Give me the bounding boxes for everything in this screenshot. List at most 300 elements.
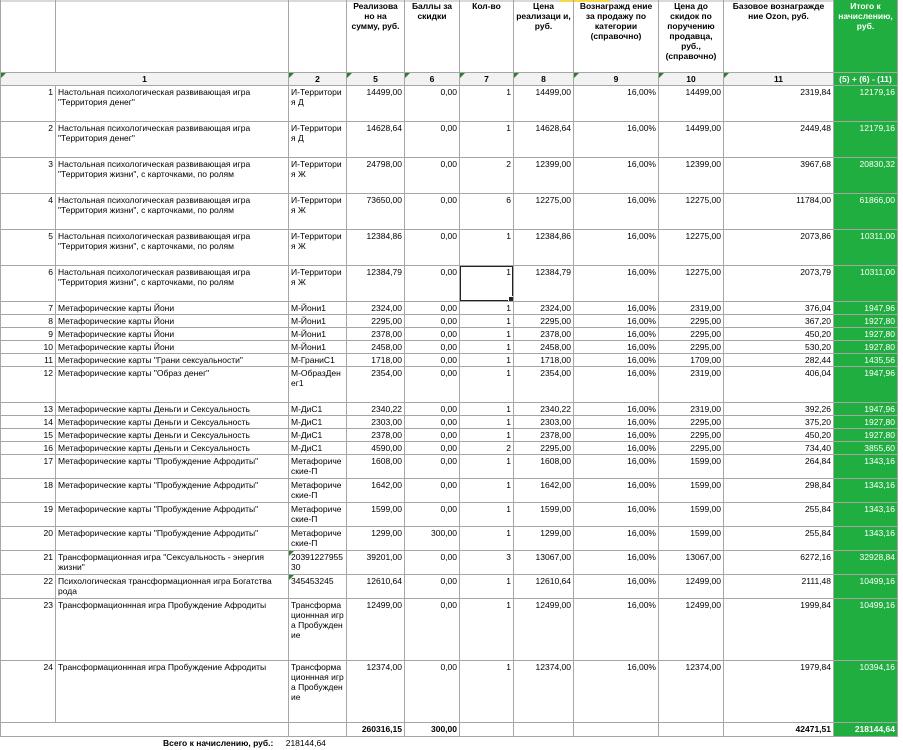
row-total[interactable]: 1343,16 [834,478,898,502]
row-base[interactable]: 375,20 [724,415,834,428]
row-base[interactable]: 6272,16 [724,550,834,574]
row-name[interactable]: Метафорические карты Йони [56,314,289,327]
row-sum[interactable]: 2340,22 [347,402,405,415]
row-name[interactable]: Метафорические карты Деньги и Сексуальность [56,402,289,415]
row-number[interactable]: 21 [1,550,56,574]
row-reward[interactable]: 16,00% [574,366,659,402]
row-qty[interactable]: 1 [460,366,514,402]
row-reward[interactable]: 16,00% [574,85,659,121]
table-row [1,526,898,550]
row-points[interactable]: 0,00 [405,301,460,314]
row-points[interactable]: 0,00 [405,502,460,526]
row-reward[interactable]: 16,00% [574,121,659,157]
row-qty[interactable]: 1 [460,314,514,327]
row-points[interactable]: 0,00 [405,660,460,722]
row-number[interactable]: 3 [1,157,56,193]
row-price-before[interactable]: 1599,00 [659,502,724,526]
row-total[interactable]: 1343,16 [834,502,898,526]
row-price[interactable]: 2340,22 [514,402,574,415]
row-points[interactable]: 0,00 [405,441,460,454]
row-base[interactable]: 2073,86 [724,229,834,265]
row-qty[interactable]: 1 [460,353,514,366]
row-sum[interactable]: 1299,00 [347,526,405,550]
row-points[interactable]: 0,00 [405,428,460,441]
row-reward[interactable]: 16,00% [574,428,659,441]
row-price[interactable]: 2295,00 [514,314,574,327]
table-row [1,314,898,327]
row-base[interactable]: 264,84 [724,454,834,478]
row-price-before[interactable]: 12499,00 [659,598,724,660]
row-name[interactable]: Метафорические карты Йони [56,301,289,314]
row-points[interactable]: 0,00 [405,353,460,366]
row-total[interactable]: 1927,80 [834,327,898,340]
row-price[interactable]: 2378,00 [514,327,574,340]
table-row [1,502,898,526]
row-base[interactable]: 255,84 [724,502,834,526]
totals-empty-article [289,722,347,736]
row-name[interactable]: Метафорические карты Йони [56,327,289,340]
row-price-before[interactable]: 2319,00 [659,366,724,402]
row-price[interactable]: 12384,79 [514,265,574,301]
row-price-before[interactable]: 2295,00 [659,428,724,441]
row-price-before[interactable]: 2319,00 [659,301,724,314]
row-total[interactable]: 10311,00 [834,229,898,265]
row-name[interactable]: Настольная психологическая развивающая игра "Территория денег" [56,121,289,157]
row-total[interactable]: 12179,16 [834,121,898,157]
row-base[interactable]: 2073,79 [724,265,834,301]
row-qty[interactable]: 2 [460,441,514,454]
row-name[interactable]: Трансформационнная игра Пробуждение Афродиты [56,660,289,722]
row-base[interactable]: 1979,84 [724,660,834,722]
row-base[interactable]: 282,44 [724,353,834,366]
row-qty[interactable]: 1 [460,526,514,550]
row-base[interactable]: 2319,84 [724,85,834,121]
row-name[interactable]: Настольная психологическая развивающая игра "Территория жизни", с карточками, по ролям [56,229,289,265]
row-name[interactable]: Метафорические карты Йони [56,340,289,353]
row-article[interactable]: М-ДиС1 [289,402,347,415]
row-number[interactable]: 18 [1,478,56,502]
row-total[interactable]: 10499,16 [834,598,898,660]
row-total[interactable]: 1947,96 [834,301,898,314]
row-qty[interactable]: 1 [460,301,514,314]
row-base[interactable]: 2449,48 [724,121,834,157]
row-article[interactable]: 345453245 [289,574,347,598]
comment-marker [405,73,410,78]
row-sum[interactable]: 2458,00 [347,340,405,353]
row-qty[interactable]: 1 [460,428,514,441]
row-base[interactable]: 376,04 [724,301,834,314]
row-price[interactable]: 12499,00 [514,598,574,660]
row-name[interactable]: Метафорические карты "Пробуждение Афродиты" [56,454,289,478]
row-article[interactable]: М-ОбразДенег1 [289,366,347,402]
comment-marker [1,73,6,78]
row-number[interactable]: 16 [1,441,56,454]
totals-empty [1,722,289,736]
row-price[interactable]: 12384,86 [514,229,574,265]
row-points[interactable]: 0,00 [405,598,460,660]
row-reward[interactable]: 16,00% [574,415,659,428]
row-article[interactable]: Метафориче ские-П [289,478,347,502]
row-total[interactable]: 12179,16 [834,85,898,121]
row-reward[interactable]: 16,00% [574,598,659,660]
row-article[interactable]: Метафориче ские-П [289,454,347,478]
row-points[interactable]: 0,00 [405,340,460,353]
row-points[interactable]: 0,00 [405,366,460,402]
grand-total-footer [163,738,326,748]
row-sum[interactable]: 2378,00 [347,428,405,441]
row-price[interactable]: 1299,00 [514,526,574,550]
row-article[interactable]: Трансформа ционнная игра Пробужден ие [289,660,347,722]
row-total[interactable]: 61866,00 [834,193,898,229]
row-points[interactable]: 0,00 [405,327,460,340]
row-number[interactable]: 14 [1,415,56,428]
header-base: Базовое вознагражде ние Ozon, руб. [724,0,834,72]
row-article[interactable]: И-Территория Ж [289,193,347,229]
row-base[interactable]: 530,20 [724,340,834,353]
header-article [289,0,347,72]
row-qty[interactable]: 2 [460,157,514,193]
row-name[interactable]: Метафорические карты "Пробуждение Афродиты" [56,478,289,502]
table-row [1,366,898,402]
row-number[interactable]: 1 [1,85,56,121]
row-qty[interactable]: 1 [460,85,514,121]
row-base[interactable]: 298,84 [724,478,834,502]
row-price-before[interactable]: 2295,00 [659,340,724,353]
row-sum[interactable]: 1608,00 [347,454,405,478]
row-price-before[interactable]: 12399,00 [659,157,724,193]
row-sum[interactable]: 2324,00 [347,301,405,314]
row-article[interactable]: И-Территория Ж [289,265,347,301]
row-sum[interactable]: 2354,00 [347,366,405,402]
row-price[interactable]: 2378,00 [514,428,574,441]
row-price-before[interactable]: 12499,00 [659,574,724,598]
row-sum[interactable]: 1642,00 [347,478,405,502]
row-price-before[interactable]: 2295,00 [659,441,724,454]
row-article[interactable]: М-ДиС1 [289,428,347,441]
row-number[interactable]: 22 [1,574,56,598]
row-sum[interactable]: 2378,00 [347,327,405,340]
row-total[interactable]: 1947,96 [834,402,898,415]
row-number[interactable]: 9 [1,327,56,340]
totals-empty-qty [460,722,514,736]
row-sum[interactable]: 1718,00 [347,353,405,366]
row-base[interactable]: 734,40 [724,441,834,454]
row-sum[interactable]: 1599,00 [347,502,405,526]
table-row [1,121,898,157]
row-article[interactable]: М-ДиС1 [289,441,347,454]
row-total[interactable]: 1927,80 [834,340,898,353]
index-cell-7: 7 [460,72,514,85]
row-article[interactable]: И-Территория Д [289,121,347,157]
grand-total-value[interactable]: 218144,64 [285,738,326,748]
row-reward[interactable]: 16,00% [574,157,659,193]
table-row [1,327,898,340]
row-qty[interactable]: 1 [460,574,514,598]
row-price-before[interactable]: 12275,00 [659,265,724,301]
row-qty[interactable]: 1 [460,478,514,502]
row-reward[interactable]: 16,00% [574,229,659,265]
row-sum[interactable]: 12384,86 [347,229,405,265]
row-reward[interactable]: 16,00% [574,402,659,415]
index-cell-1: 1 [1,72,289,85]
row-qty[interactable]: 1 [460,121,514,157]
row-qty[interactable]: 1 [460,265,514,301]
totals-total[interactable]: 218144,64 [834,722,898,736]
row-total[interactable]: 10394,16 [834,660,898,722]
comment-marker [289,73,294,78]
row-price[interactable]: 2354,00 [514,366,574,402]
row-reward[interactable]: 16,00% [574,478,659,502]
row-price-before[interactable]: 14499,00 [659,121,724,157]
totals-empty-price-before [659,722,724,736]
row-price[interactable]: 1718,00 [514,353,574,366]
row-sum[interactable]: 12374,00 [347,660,405,722]
row-reward[interactable]: 16,00% [574,550,659,574]
row-points[interactable]: 0,00 [405,85,460,121]
row-price-before[interactable]: 1599,00 [659,478,724,502]
row-article[interactable]: М-Йони1 [289,314,347,327]
row-price[interactable]: 12399,00 [514,157,574,193]
row-sum[interactable]: 4590,00 [347,441,405,454]
row-article[interactable]: М-ДиС1 [289,415,347,428]
row-article[interactable]: 2039122795530 [289,550,347,574]
row-price[interactable]: 1642,00 [514,478,574,502]
row-qty[interactable]: 1 [460,502,514,526]
totals-row [1,722,898,736]
row-price-before[interactable]: 13067,00 [659,550,724,574]
row-qty[interactable]: 3 [460,550,514,574]
row-points[interactable]: 0,00 [405,574,460,598]
row-number[interactable]: 15 [1,428,56,441]
row-qty[interactable]: 1 [460,340,514,353]
totals-points[interactable]: 300,00 [405,722,460,736]
row-price[interactable]: 12610,64 [514,574,574,598]
row-name[interactable]: Метафорические карты Деньги и Сексуальность [56,428,289,441]
row-article[interactable]: Метафориче ские-П [289,526,347,550]
row-sum[interactable]: 12384,79 [347,265,405,301]
row-price-before[interactable]: 12275,00 [659,193,724,229]
row-base[interactable]: 1999,84 [724,598,834,660]
row-name[interactable]: Настольная психологическая развивающая игра "Территория жизни", с карточками, по ролям [56,265,289,301]
row-reward[interactable]: 16,00% [574,574,659,598]
row-article[interactable]: М-Йони1 [289,327,347,340]
row-sum[interactable]: 39201,00 [347,550,405,574]
index-row [1,72,898,85]
row-reward[interactable]: 16,00% [574,660,659,722]
row-points[interactable]: 0,00 [405,121,460,157]
row-qty[interactable]: 1 [460,598,514,660]
row-sum[interactable]: 2303,00 [347,415,405,428]
row-name[interactable]: Метафорические карты Деньги и Сексуальность [56,415,289,428]
row-price-before[interactable]: 2295,00 [659,314,724,327]
row-price[interactable]: 2303,00 [514,415,574,428]
row-price-before[interactable]: 2295,00 [659,415,724,428]
row-base[interactable]: 450,20 [724,428,834,441]
row-reward[interactable]: 16,00% [574,265,659,301]
row-points[interactable]: 300,00 [405,526,460,550]
row-name[interactable]: Психологическая трансформационная игра Богатства рода [56,574,289,598]
fill-handle[interactable] [508,296,514,302]
row-sum[interactable]: 24798,00 [347,157,405,193]
row-price[interactable]: 2324,00 [514,301,574,314]
row-total[interactable]: 1947,96 [834,366,898,402]
totals-base[interactable]: 42471,51 [724,722,834,736]
row-number[interactable]: 7 [1,301,56,314]
row-price[interactable]: 2295,00 [514,441,574,454]
row-article[interactable]: М-Йони1 [289,301,347,314]
row-price-before[interactable]: 2319,00 [659,402,724,415]
row-name[interactable]: Настольная психологическая развивающая игра "Территория жизни", с карточками, по ролям [56,193,289,229]
row-number[interactable]: 11 [1,353,56,366]
row-qty[interactable]: 1 [460,402,514,415]
row-points[interactable]: 0,00 [405,265,460,301]
row-sum[interactable]: 73650,00 [347,193,405,229]
row-article[interactable]: Метафориче ские-П [289,502,347,526]
row-number[interactable]: 19 [1,502,56,526]
row-article[interactable]: И-Территория Д [289,85,347,121]
row-qty[interactable]: 6 [460,193,514,229]
row-number[interactable]: 8 [1,314,56,327]
row-reward[interactable]: 16,00% [574,353,659,366]
row-base[interactable]: 406,04 [724,366,834,402]
row-price[interactable]: 14499,00 [514,85,574,121]
row-reward[interactable]: 16,00% [574,314,659,327]
row-name[interactable]: Настольная психологическая развивающая игра "Территория денег" [56,85,289,121]
row-base[interactable]: 255,84 [724,526,834,550]
row-article[interactable]: Трансформа ционнная игра Пробужден ие [289,598,347,660]
row-price-before[interactable]: 12374,00 [659,660,724,722]
row-name[interactable]: Трансформационная игра "Сексуальность - энергия жизни" [56,550,289,574]
header-qty: Кол-во [460,0,514,72]
row-total[interactable]: 3855,60 [834,441,898,454]
row-reward[interactable]: 16,00% [574,301,659,314]
row-price-before[interactable]: 1599,00 [659,526,724,550]
row-reward[interactable]: 16,00% [574,526,659,550]
table-row [1,415,898,428]
row-points[interactable]: 0,00 [405,550,460,574]
totals-sum[interactable]: 260316,15 [347,722,405,736]
row-qty[interactable]: 1 [460,454,514,478]
row-reward[interactable]: 16,00% [574,193,659,229]
row-price[interactable]: 12374,00 [514,660,574,722]
header-num [1,0,56,72]
row-article[interactable]: М-ГраниС1 [289,353,347,366]
row-price-before[interactable]: 2295,00 [659,327,724,340]
row-price[interactable]: 13067,00 [514,550,574,574]
row-number[interactable]: 10 [1,340,56,353]
row-number[interactable]: 4 [1,193,56,229]
row-points[interactable]: 0,00 [405,415,460,428]
row-total[interactable]: 1927,80 [834,428,898,441]
table-row [1,660,898,722]
row-name[interactable]: Метафорические карты "Образ денег" [56,366,289,402]
row-reward[interactable]: 16,00% [574,340,659,353]
row-total[interactable]: 10311,00 [834,265,898,301]
row-total[interactable]: 1927,80 [834,314,898,327]
row-total[interactable]: 1927,80 [834,415,898,428]
row-qty[interactable]: 1 [460,660,514,722]
row-article[interactable]: И-Территория Ж [289,157,347,193]
row-base[interactable]: 392,26 [724,402,834,415]
row-total[interactable]: 1435,56 [834,353,898,366]
row-name[interactable]: Трансформационнная игра Пробуждение Афродиты [56,598,289,660]
row-total[interactable]: 32928,84 [834,550,898,574]
row-name[interactable]: Метафорические карты "Грани сексуальности" [56,353,289,366]
row-article[interactable]: И-Территория Ж [289,229,347,265]
row-base[interactable]: 11784,00 [724,193,834,229]
number-as-text-marker [289,575,294,580]
table-row [1,574,898,598]
row-price-before[interactable]: 12275,00 [659,229,724,265]
row-base[interactable]: 450,20 [724,327,834,340]
row-reward[interactable]: 16,00% [574,327,659,340]
row-points[interactable]: 0,00 [405,314,460,327]
row-price[interactable]: 2458,00 [514,340,574,353]
row-points[interactable]: 0,00 [405,454,460,478]
row-reward[interactable]: 16,00% [574,454,659,478]
row-sum[interactable]: 14499,00 [347,85,405,121]
row-reward[interactable]: 16,00% [574,441,659,454]
row-number[interactable]: 13 [1,402,56,415]
row-qty[interactable]: 1 [460,229,514,265]
row-total[interactable]: 1343,16 [834,454,898,478]
row-total[interactable]: 10499,16 [834,574,898,598]
row-number[interactable]: 5 [1,229,56,265]
row-qty[interactable]: 1 [460,327,514,340]
row-price-before[interactable]: 1709,00 [659,353,724,366]
row-reward[interactable]: 16,00% [574,502,659,526]
row-price-before[interactable]: 14499,00 [659,85,724,121]
row-sum[interactable]: 14628,64 [347,121,405,157]
row-price[interactable]: 14628,64 [514,121,574,157]
row-number[interactable]: 23 [1,598,56,660]
row-sum[interactable]: 2295,00 [347,314,405,327]
table-row [1,85,898,121]
row-name[interactable]: Метафорические карты "Пробуждение Афродиты" [56,526,289,550]
row-number[interactable]: 20 [1,526,56,550]
comment-marker [724,73,729,78]
row-total[interactable]: 20830,32 [834,157,898,193]
row-name[interactable]: Метафорические карты "Пробуждение Афродиты" [56,502,289,526]
row-price-before[interactable]: 1599,00 [659,454,724,478]
row-points[interactable]: 0,00 [405,157,460,193]
row-base[interactable]: 2111,48 [724,574,834,598]
row-sum[interactable]: 12610,64 [347,574,405,598]
row-points[interactable]: 0,00 [405,193,460,229]
row-price[interactable]: 1599,00 [514,502,574,526]
row-points[interactable]: 0,00 [405,229,460,265]
row-number[interactable]: 12 [1,366,56,402]
row-price[interactable]: 12275,00 [514,193,574,229]
row-points[interactable]: 0,00 [405,478,460,502]
header-price: Цена реализаци и, руб. [514,0,574,72]
row-number[interactable]: 17 [1,454,56,478]
row-total[interactable]: 1343,16 [834,526,898,550]
row-number[interactable]: 2 [1,121,56,157]
table-row [1,229,898,265]
row-name[interactable]: Настольная психологическая развивающая игра "Территория жизни", с карточками, по ролям [56,157,289,193]
row-qty[interactable]: 1 [460,415,514,428]
row-number[interactable]: 24 [1,660,56,722]
row-article[interactable]: М-Йони1 [289,340,347,353]
row-sum[interactable]: 12499,00 [347,598,405,660]
row-base[interactable]: 3967,68 [724,157,834,193]
row-number[interactable]: 6 [1,265,56,301]
row-name[interactable]: Метафорические карты Деньги и Сексуальность [56,441,289,454]
row-base[interactable]: 367,20 [724,314,834,327]
row-price[interactable]: 1608,00 [514,454,574,478]
row-points[interactable]: 0,00 [405,402,460,415]
